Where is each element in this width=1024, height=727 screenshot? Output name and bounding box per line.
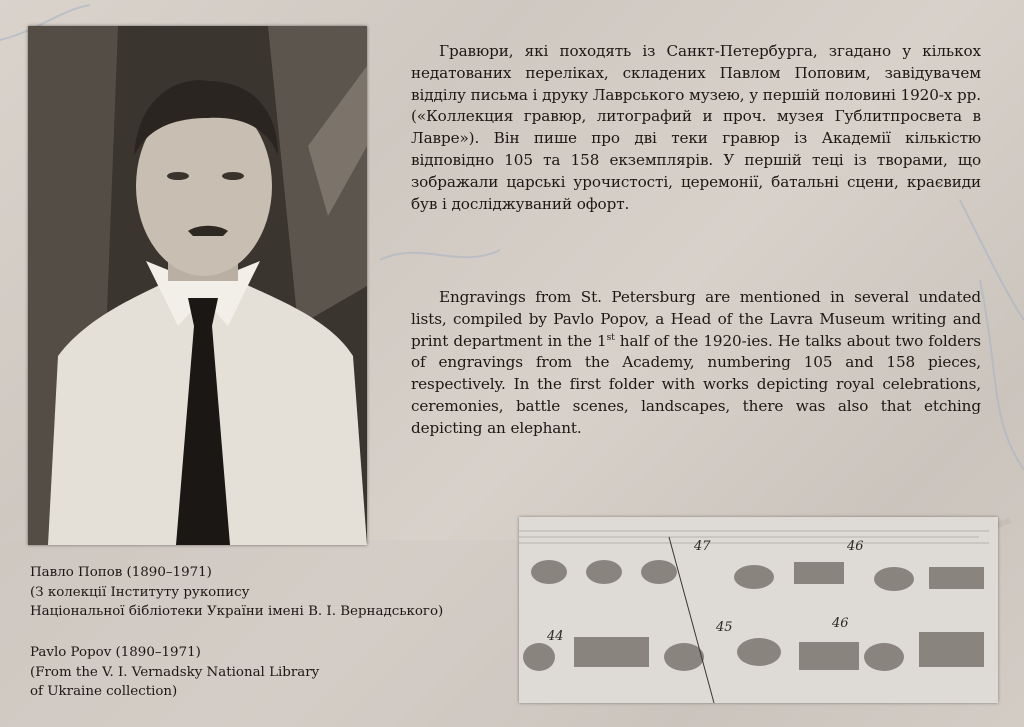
plate-number: 45 <box>716 620 733 635</box>
ukrainian-paragraph <box>411 41 981 215</box>
caption-en-line3: of Ukraine collection) <box>30 684 178 699</box>
photo-caption-english <box>30 643 319 702</box>
caption-uk-line2: (З колекції Інституту рукопису <box>30 584 250 600</box>
caption-uk-line3: Національної бібліотеки України імені В. І. Вернадського) <box>30 604 444 619</box>
plate-number: 46 <box>832 616 849 631</box>
plate-number: 46 <box>847 539 864 554</box>
english-paragraph-text <box>411 287 981 440</box>
plate-number: 47 <box>694 539 711 554</box>
english-paragraph-part1: Engravings from St. Petersburg are mentioned in several undated lists, compiled by Pavlo Popov, a Head of the Lavra Museum writing and print department in the 1 <box>411 288 981 350</box>
ukrainian-paragraph-text: Гравюри, які походять із Санкт-Петербурга, згадано у кількох недатованих переліках, складених Павлом Поповим, завідувачем відділу письма і друку Лаврського музею, у першій половині 1920-х рр. («Коллекция гравюр, литографий и проч. музея Гублитпросвета в Лавре»). Він пише про дві теки гравюр із Академії кількістю відповідно 105 та 158 екземплярів. У першій теці із творами, що зображали царські урочистості, церемонії, батальні сцени, краєвиди був і досліджуваний офорт. <box>411 42 981 213</box>
caption-uk-line1: Павло Попов (1890–1971) <box>30 565 212 580</box>
plate-number: 44 <box>547 629 564 644</box>
engraving-image <box>519 517 998 703</box>
english-paragraph-part2: half of the 1920-ies. He talks about two folders of engravings from the Academy, numbering 105 and 158 pieces, respectively. In the first folder with works depicting royal celebrations, ceremonies, battle scenes, landscapes, there was also that etching depicting an elephant. <box>411 331 981 437</box>
english-paragraph <box>411 287 981 440</box>
caption-en-line2: (From the V. I. Vernadsky National Library <box>30 664 320 680</box>
ordinal-superscript: st <box>606 332 615 343</box>
portrait-photo <box>28 26 367 545</box>
caption-en-line1: Pavlo Popov (1890–1971) <box>30 645 201 660</box>
portrait-illustration <box>28 26 367 545</box>
photo-caption-ukrainian <box>30 563 443 622</box>
engraving-illustration <box>519 517 998 703</box>
